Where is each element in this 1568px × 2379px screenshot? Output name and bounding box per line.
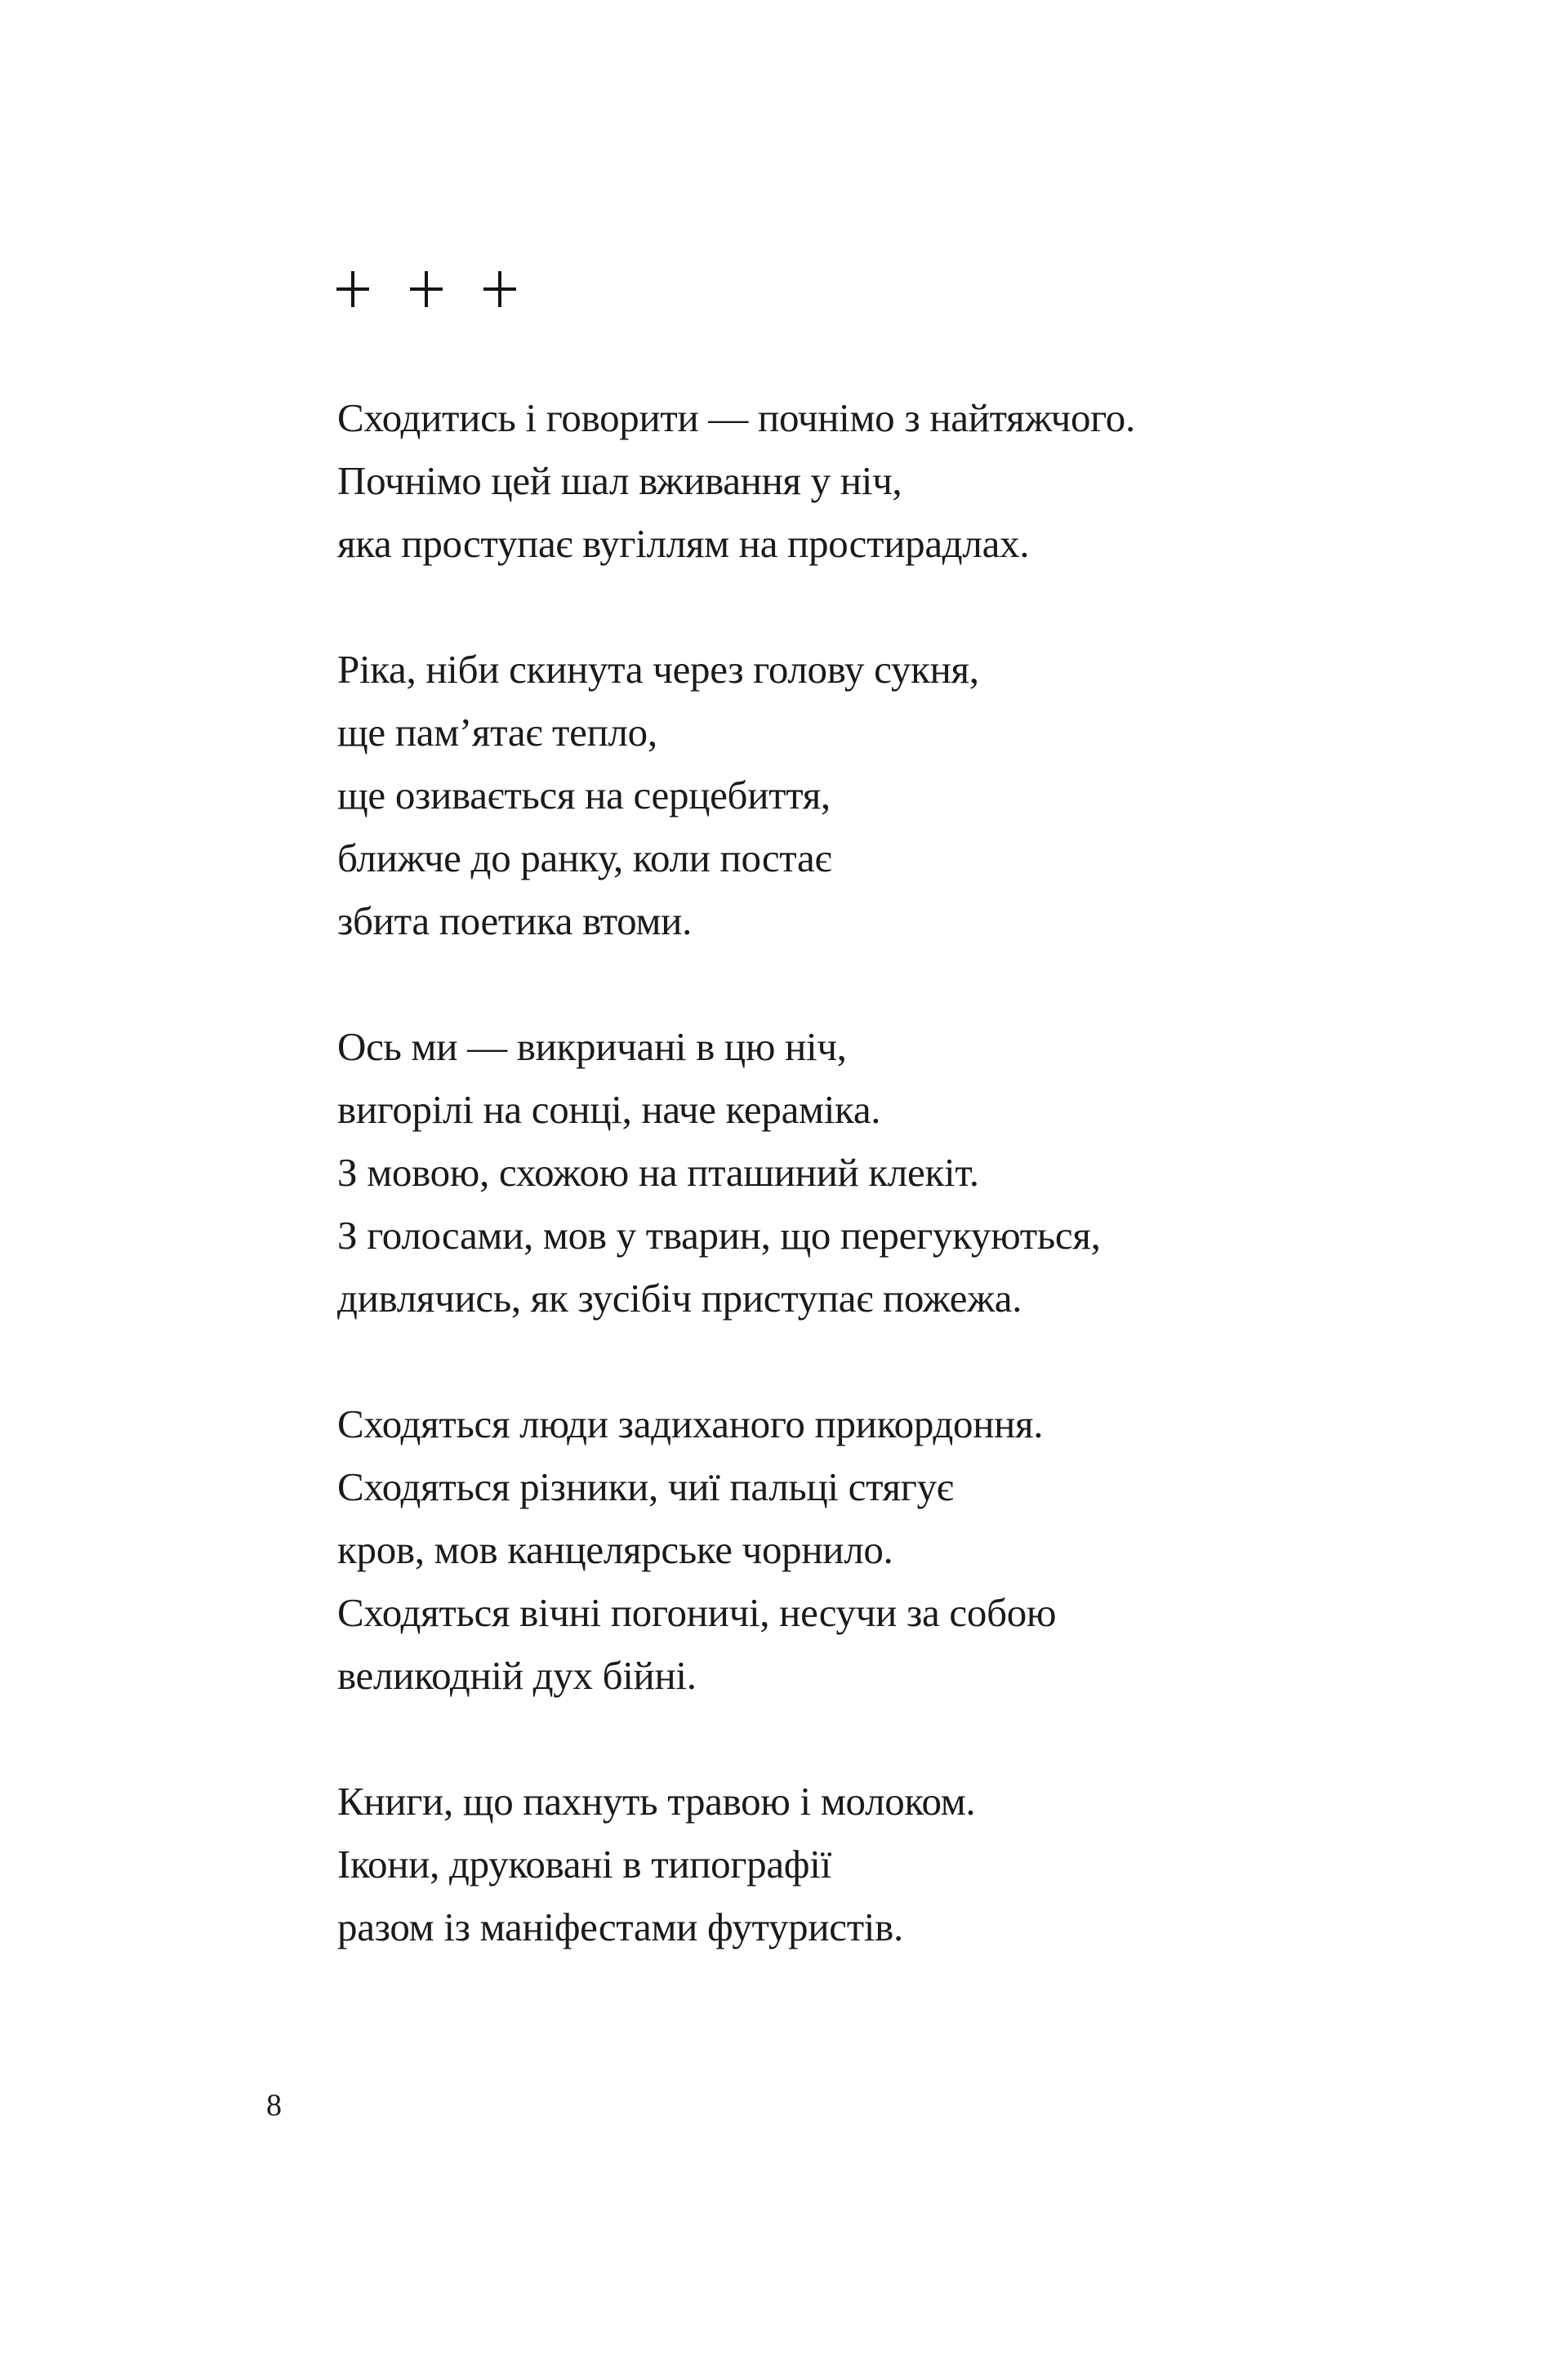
poem-line: збита поетика втоми. [337,898,693,943]
poem-line: разом із маніфестами футуристів. [337,1905,903,1949]
poem-line: Ріка, ніби скинута через голову сукня, [337,647,979,692]
poem-line: Сходяться люди задиханого прикордоння. [337,1401,1044,1446]
poem [337,386,1399,2021]
stanza-3 [337,1015,1399,1330]
stanza-4 [337,1392,1399,1707]
section-ornament [336,271,516,307]
poem-line: Книги, що пахнуть травою і молоком. [337,1779,976,1824]
poem-line: Сходяться різники, чиї пальці стягує [337,1464,954,1509]
poem-line: Сходяться вічні погоничі, несучи за собою [337,1590,1057,1635]
poem-line: ще озивається на серцебиття, [337,773,831,818]
plus-icon [410,271,443,307]
stanza-1 [337,386,1399,575]
poem-line: вигорілі на сонці, наче кераміка. [337,1087,881,1132]
plus-icon [483,271,516,307]
poem-line: кров, мов канцелярське чорнило. [337,1527,893,1572]
poem-line: Ось ми — викричані в цю ніч, [337,1024,847,1069]
plus-icon [336,271,369,307]
page-number: 8 [266,2088,282,2123]
poem-line: великодній дух бійні. [337,1653,697,1698]
stanza-5 [337,1770,1399,1958]
poem-line: дивлячись, як зусібіч приступає пожежа. [337,1276,1022,1321]
stanza-2 [337,638,1399,952]
poem-line: ближче до ранку, коли постає [337,835,832,880]
poem-line: Ікони, друковані в типографії [337,1842,831,1887]
poem-line: З голосами, мов у тварин, що перегукуються, [337,1213,1101,1258]
poem-line: Сходитись і говорити — почнімо з найтяжчого. [337,395,1135,440]
poem-line: ще пам’ятає тепло, [337,710,657,755]
poem-line: Почнімо цей шал вживання у ніч, [337,458,902,503]
poem-line: З мовою, схожою на пташиний клекіт. [337,1150,979,1195]
poem-line: яка проступає вугіллям на простирадлах. [337,521,1030,566]
